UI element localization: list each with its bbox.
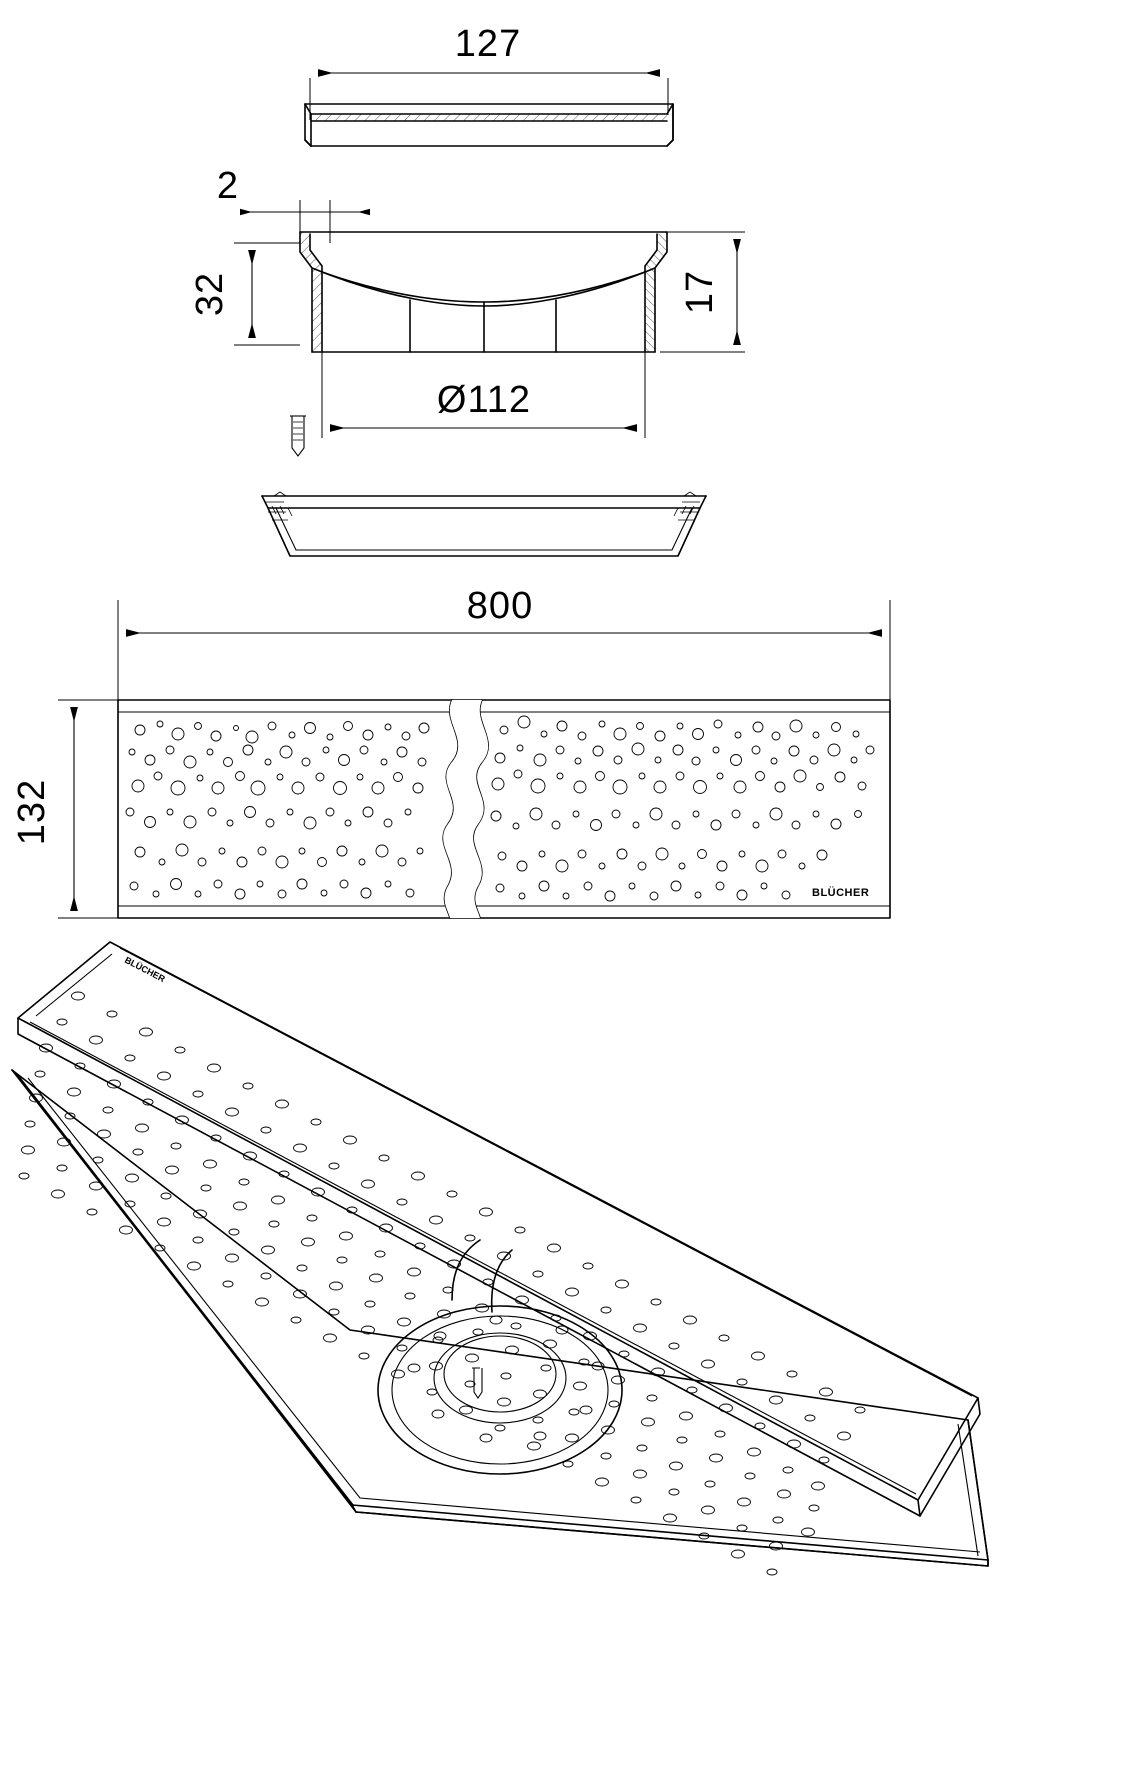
dim-outlet-diameter: Ø112 — [436, 379, 532, 421]
brand-label-iso: BLÜCHER — [123, 954, 167, 985]
dim-wall-thickness: 2 — [216, 165, 240, 207]
screw-symbol — [290, 416, 306, 456]
view-grate-plan — [58, 600, 890, 918]
view-isometric — [12, 942, 988, 1575]
dim-channel-width: 132 — [11, 778, 53, 846]
dim-channel-length: 800 — [466, 585, 534, 627]
outlet-flange — [378, 1240, 622, 1474]
view-bottom-profile — [262, 492, 706, 556]
perforation-pattern — [126, 716, 874, 901]
dim-flange-width: 127 — [454, 23, 522, 65]
brand-label-plan: BLÜCHER — [812, 887, 870, 899]
dim-body-height: 32 — [189, 271, 231, 317]
perforation-pattern-iso — [19, 992, 865, 1575]
view-grate-profile — [305, 73, 673, 146]
dim-flange-drop: 17 — [679, 269, 721, 315]
